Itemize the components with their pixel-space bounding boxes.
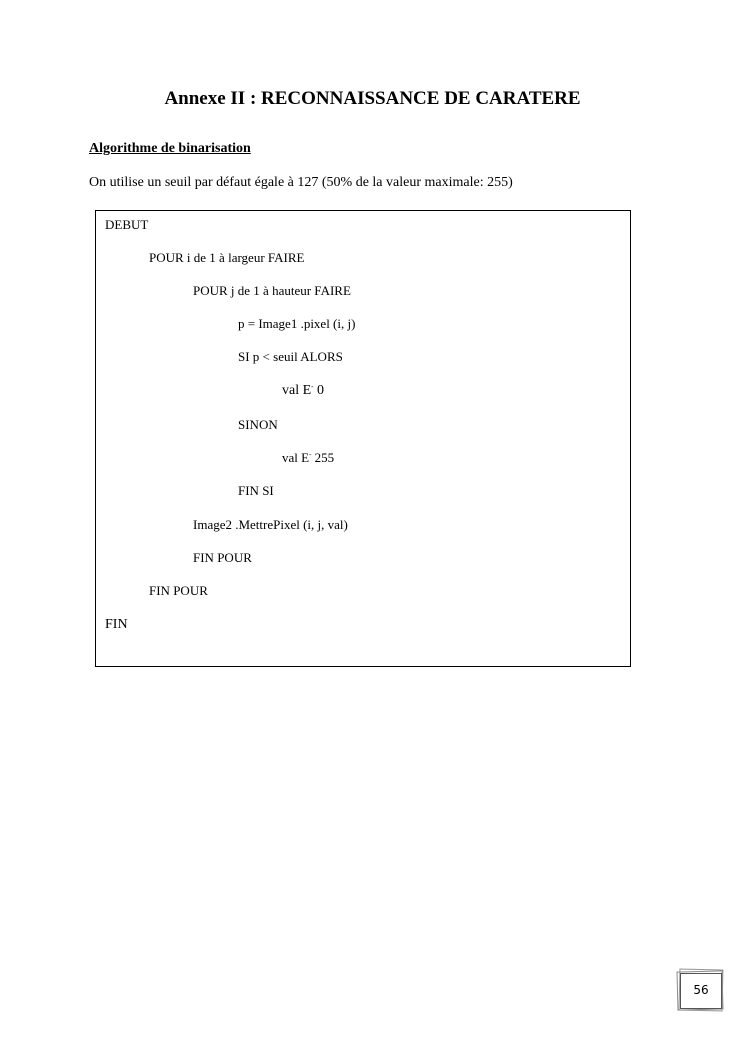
algo-line-fin-pour-i: FIN POUR [149, 583, 208, 598]
algo-line-fin-pour-j: FIN POUR [193, 550, 252, 565]
algo-line-val-255 [282, 450, 334, 466]
algo-line-pour-i: POUR i de 1 à largeur FAIRE [149, 250, 305, 265]
algo-line-fin: FIN [105, 617, 128, 632]
arrow-mark: - [309, 450, 312, 459]
val-zero-prefix: val E [282, 383, 312, 398]
page-number: 56 [693, 983, 709, 997]
algo-line-si: SI p < seuil ALORS [238, 349, 343, 364]
page-number-badge [680, 973, 722, 1009]
val-zero-value: 0 [317, 383, 324, 398]
val-255-prefix: val E [282, 450, 310, 465]
arrow-mark: - [311, 382, 314, 391]
algo-line-fin-si: FIN SI [238, 483, 274, 498]
algo-line-mettre-pixel: Image2 .MettrePixel (i, j, val) [193, 517, 348, 532]
algo-line-pixel: p = Image1 .pixel (i, j) [238, 316, 356, 331]
page-title: Annexe II : RECONNAISSANCE DE CARATERE [164, 88, 581, 109]
algorithm-box [95, 210, 631, 667]
val-255-value: 255 [314, 450, 335, 465]
algo-line-val-zero [282, 383, 324, 399]
algo-line-pour-j: POUR j de 1 à hauteur FAIRE [193, 283, 351, 298]
algo-line-sinon: SINON [238, 417, 278, 432]
intro-paragraph: On utilise un seuil par défaut égale à 127 (50% de la valeur maximale: 255) [89, 175, 513, 190]
algo-line-debut: DEBUT [105, 217, 149, 232]
section-heading: Algorithme de binarisation [89, 141, 251, 156]
